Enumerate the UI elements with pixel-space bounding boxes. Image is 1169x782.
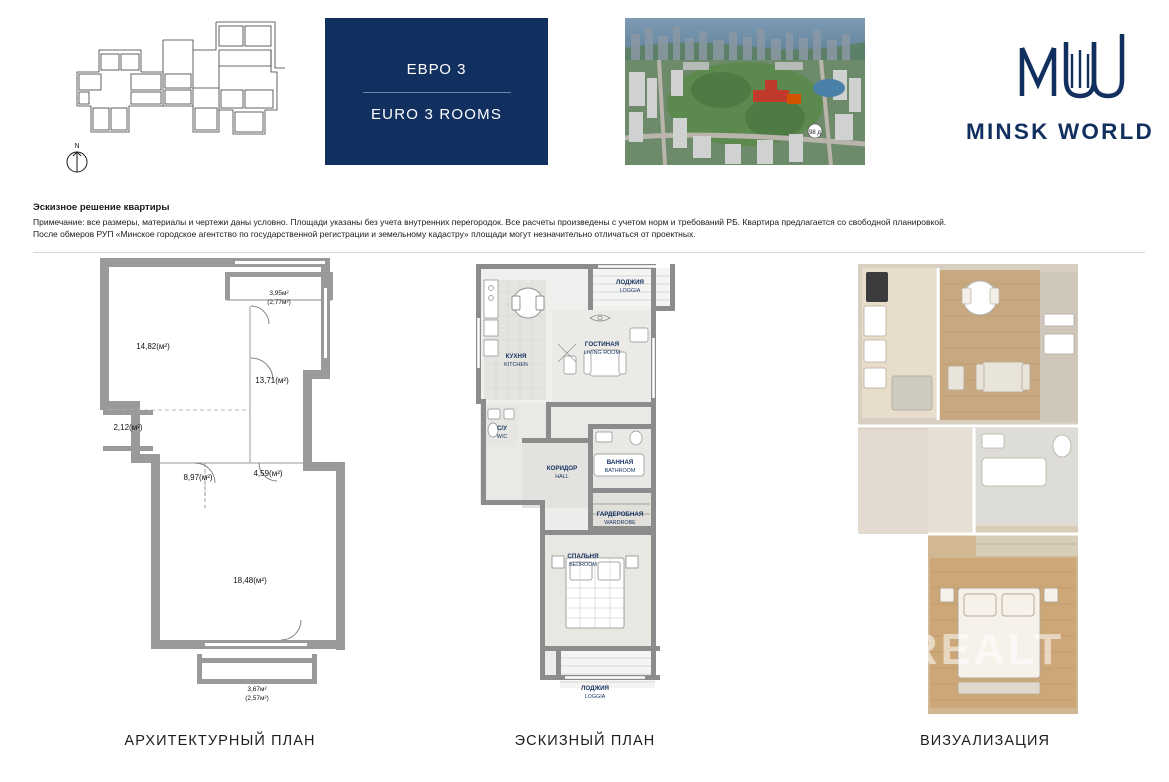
label-living-ru: ГОСТИНАЯ [584,341,620,348]
area-balcony-top-2: (2,77м²) [267,299,291,306]
disclaimer-note [33,202,1143,241]
area-212: 2,12(м²) [113,423,143,432]
area-459: 4,59(м²) [253,469,283,478]
label-hall-ru: КОРИДОР [546,465,578,472]
caption-sketch: ЭСКИЗНЫЙ ПЛАН [514,733,656,749]
aerial-marker [808,124,822,138]
architectural-plan [45,258,395,718]
area-balcony-bottom-2: (2,57м²) [245,695,269,702]
caption-architectural: АРХИТЕКТУРНЫЙ ПЛАН [124,733,316,749]
area-1848: 18,48(м²) [233,576,267,585]
label-kitchen-ru: КУХНЯ [505,353,527,360]
header-divider [33,252,1145,253]
aerial-site-photo [625,18,865,165]
label-wardrobe-ru: ГАРДЕРОБНАЯ [596,511,644,518]
sketch-plan [440,258,730,718]
note-line-1: Примечание: все размеры, материалы и чертежи даны условно. Площади указаны без учета внутренних перегородок. Все расчеты произведены с учетом норм и требований РБ. Квартира предлагается со свободной планировкой. [33,217,947,227]
page-header [0,0,1169,190]
label-loggia-top-ru: ЛОДЖИЯ [616,279,644,286]
apartment-type-card [325,18,548,165]
label-bathroom-en: BATHROOM [604,468,636,474]
note-line-2: После обмеров РУП «Минское городское агентство по государственной регистрации и земельному кадастру» площади могут незначительно отличаться от проектных. [33,229,696,240]
area-1482: 14,82(м²) [136,342,170,351]
building-key-plan [33,10,283,180]
label-hall-en: HALL [555,474,569,480]
label-wc-en: W/C [496,434,508,440]
label-wardrobe-en: WARDROBE [604,520,636,526]
area-1371: 13,71(м²) [255,376,289,385]
label-kitchen-en: KITCHEN [504,362,528,368]
area-balcony-bottom: 3,67м² [247,686,267,693]
label-loggia-bottom-ru: ЛОДЖИЯ [581,685,609,692]
mw-monogram-icon [960,24,1160,112]
area-balcony-top: 3,95м² [269,290,289,297]
note-title: Эскизное решение квартиры [33,202,170,213]
caption-visualization: ВИЗУАЛИЗАЦИЯ [919,733,1051,749]
visualization-render [830,258,1140,718]
label-wc-ru: С/У [496,425,508,432]
label-bedroom-en: BEDROOM [569,562,597,568]
label-loggia-bottom-en: LOGGIA [584,694,606,700]
brand-name: MINSK WORLD [966,119,1154,144]
svg-text:98 д: 98 д [809,130,821,136]
apartment-type-en: EURO 3 ROOMS [370,105,503,123]
label-bedroom-ru: СПАЛЬНЯ [567,553,599,560]
apartment-type-ru: ЕВРО 3 [406,60,467,78]
label-loggia-top-en: LOGGIA [619,288,641,294]
label-living-en: LIVING ROOM [584,350,620,356]
compass-label: N [74,143,80,150]
watermark: REALT [905,625,1065,674]
label-bathroom-ru: ВАННАЯ [606,459,634,466]
brand-logo [960,24,1160,164]
area-897: 8,97(м²) [183,473,213,482]
title-divider [363,92,511,93]
